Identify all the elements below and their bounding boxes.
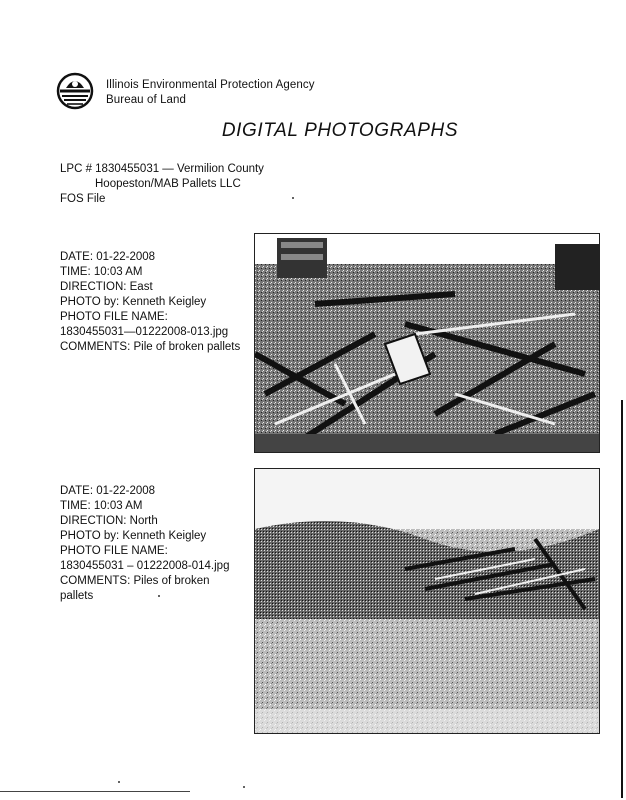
photo-1-time: TIME: 10:03 AM	[60, 266, 143, 278]
site-info	[60, 162, 264, 207]
photo-2-time: TIME: 10:03 AM	[60, 500, 143, 512]
footer-rule	[0, 791, 190, 792]
photo-2-date: DATE: 01-22-2008	[60, 485, 156, 497]
agency-name	[106, 78, 315, 108]
photo-2-file-name: 1830455031 – 01222008-014.jpg	[60, 560, 230, 572]
photo-1-file-name: 1830455031—01222008-013.jpg	[60, 326, 229, 338]
photo-1-image	[254, 233, 600, 453]
scan-speck	[243, 786, 245, 788]
photo-1-comments: COMMENTS: Pile of broken pallets	[60, 341, 241, 353]
lpc-number: LPC # 1830455031 — Vermilion County	[60, 163, 264, 175]
scan-edge-line	[621, 400, 623, 798]
photo-2-photographer: PHOTO by: Kenneth Keigley	[60, 530, 207, 542]
scan-speck	[118, 781, 120, 783]
photo-2-direction: DIRECTION: North	[60, 515, 158, 527]
file-type: FOS File	[60, 193, 106, 205]
scan-speck	[292, 197, 294, 199]
agency-line-1: Illinois Environmental Protection Agency	[106, 79, 315, 91]
illinois-epa-logo-icon	[56, 72, 94, 110]
page-title: DIGITAL PHOTOGRAPHS	[221, 120, 459, 141]
scan-speck	[158, 595, 160, 597]
photo-2-comments: COMMENTS: Piles of broken pallets	[60, 575, 210, 602]
photo-1-details	[60, 250, 240, 355]
photo-1-file-name-label: PHOTO FILE NAME:	[60, 311, 168, 323]
photo-2-details	[60, 484, 230, 604]
photo-2-file-name-label: PHOTO FILE NAME:	[60, 545, 168, 557]
site-name: Hoopeston/MAB Pallets LLC	[95, 178, 241, 190]
photo-1-date: DATE: 01-22-2008	[60, 251, 156, 263]
photo-2-image	[254, 468, 600, 734]
agency-line-2: Bureau of Land	[106, 94, 187, 106]
photo-1-direction: DIRECTION: East	[60, 281, 153, 293]
photo-1-photographer: PHOTO by: Kenneth Keigley	[60, 296, 207, 308]
